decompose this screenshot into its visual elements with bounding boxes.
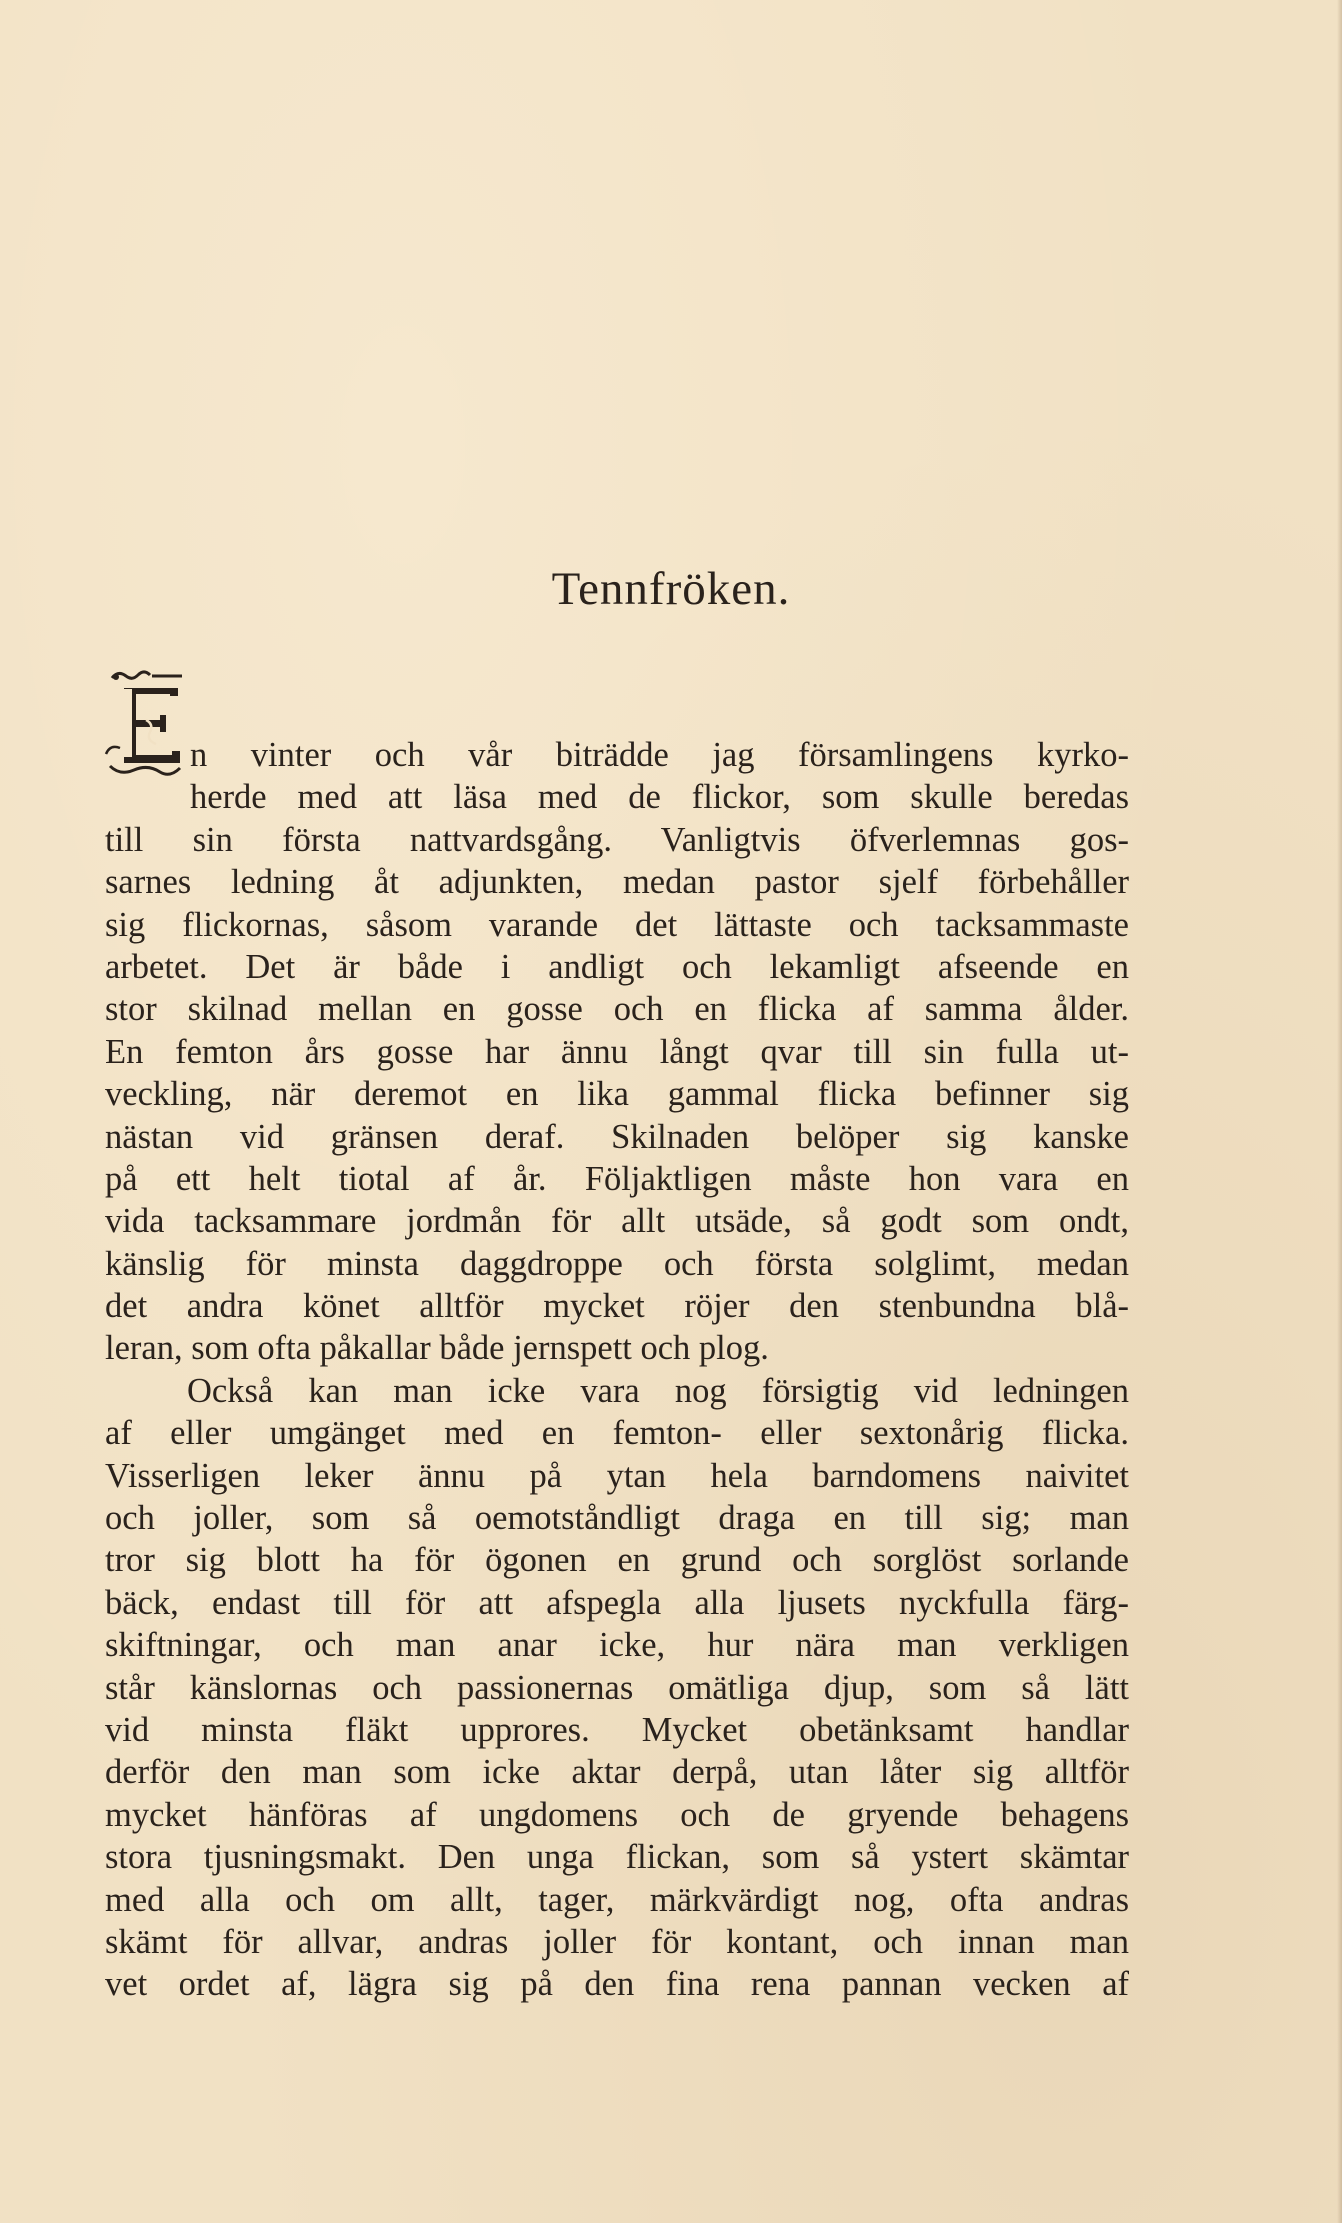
text-line: skiftningar, och man anar icke, hur nära man verkligen bbox=[105, 1626, 1129, 1665]
text-line: känslig för minsta daggdroppe och första solglimt, medan bbox=[105, 1244, 1129, 1283]
text-line: står känslornas och passionernas omätliga djup, som så lätt bbox=[105, 1668, 1129, 1707]
text-line: stora tjusningsmakt. Den unga flickan, som så ystert skämtar bbox=[105, 1838, 1129, 1877]
text-line: på ett helt tiotal af år. Följaktligen måste hon vara en bbox=[105, 1159, 1129, 1198]
text-line: af eller umgänget med en femton- eller sextonårig flicka. bbox=[105, 1414, 1129, 1453]
body-text bbox=[105, 734, 1129, 2006]
page-edge-shadow bbox=[1337, 0, 1342, 2223]
chapter-title: Tennfröken. bbox=[551, 563, 791, 615]
text-line: med alla och om allt, tager, märkvärdigt nog, ofta andras bbox=[105, 1880, 1129, 1919]
text-line: skämt för allvar, andras joller för kontant, och innan man bbox=[105, 1922, 1129, 1961]
text-line: veckling, när deremot en lika gammal flicka befinner sig bbox=[105, 1075, 1129, 1114]
text-line: Också kan man icke vara nog försigtig vid ledningen bbox=[187, 1371, 1129, 1410]
text-line: leran, som ofta påkallar både jernspett och plog. bbox=[105, 1329, 769, 1368]
text-line: mycket hänföras af ungdomens och de gryende behagens bbox=[105, 1795, 1129, 1834]
text-line: vida tacksammare jordmån för allt utsäde, så godt som ondt, bbox=[105, 1202, 1129, 1241]
text-line: arbetet. Det är både i andligt och lekamligt afseende en bbox=[105, 947, 1129, 986]
text-line: vet ordet af, lägra sig på den fina rena pannan vecken af bbox=[105, 1965, 1129, 2004]
text-line: herde med att läsa med de flickor, som skulle beredas bbox=[190, 778, 1129, 817]
text-line: En femton års gosse har ännu långt qvar till sin fulla ut- bbox=[105, 1032, 1129, 1071]
text-line: nästan vid gränsen deraf. Skilnaden belöper sig kanske bbox=[105, 1117, 1129, 1156]
text-line: till sin första nattvardsgång. Vanligtvis öfverlemnas gos- bbox=[105, 820, 1129, 859]
text-line: det andra könet alltför mycket röjer den stenbundna blå- bbox=[105, 1287, 1129, 1326]
text-line: tror sig blott ha för ögonen en grund och sorglöst sorlande bbox=[105, 1541, 1129, 1580]
text-line: stor skilnad mellan en gosse och en flicka af samma ålder. bbox=[105, 990, 1129, 1029]
text-line: sarnes ledning åt adjunkten, medan pastor sjelf förbehåller bbox=[105, 863, 1129, 902]
text-line: sig flickornas, såsom varande det lättaste och tacksammaste bbox=[105, 905, 1129, 944]
text-line: vid minsta fläkt upprores. Mycket obetänksamt handlar bbox=[105, 1710, 1129, 1749]
text-line: Visserligen leker ännu på ytan hela barndomens naivitet bbox=[105, 1456, 1129, 1495]
text-line: bäck, endast till för att afspegla alla ljusets nyckfulla färg- bbox=[105, 1583, 1129, 1622]
text-line: n vinter och vår biträdde jag församlingens kyrko- bbox=[190, 736, 1129, 774]
text-line: derför den man som icke aktar derpå, utan låter sig alltför bbox=[105, 1753, 1129, 1792]
text-line: och joller, som så oemotståndligt draga en till sig; man bbox=[105, 1499, 1129, 1538]
